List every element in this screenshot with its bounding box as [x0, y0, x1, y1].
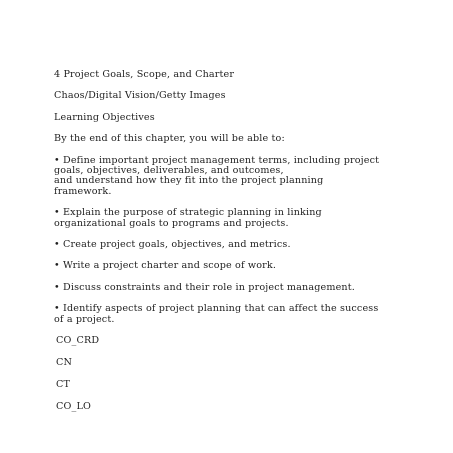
objective-line: and understand how they fit into the project planning [54, 175, 324, 187]
objective-line: • Create project goals, objectives, and metrics. [54, 239, 291, 251]
objective-line: of a project. [54, 313, 115, 325]
code-tag: CT [56, 378, 71, 390]
document-page [54, 70, 402, 424]
objective-item [54, 240, 402, 250]
objective-item [54, 156, 402, 198]
code-tag: CO_LO [56, 400, 91, 412]
objective-line: • Explain the purpose of strategic planning in linking [54, 207, 322, 219]
image-credit: Chaos/Digital Vision/Getty Images [54, 90, 226, 102]
objective-item [54, 261, 402, 271]
objective-line: • Discuss constraints and their role in project management. [54, 281, 355, 293]
objective-item [54, 304, 402, 325]
chapter-title: 4 Project Goals, Scope, and Charter [54, 69, 235, 80]
objective-item [54, 208, 402, 229]
code-tag: CN [56, 357, 73, 368]
section-heading: Learning Objectives [54, 111, 155, 123]
objective-line: • Identify aspects of project planning that can affect the success [54, 303, 379, 315]
objective-line: organizational goals to programs and projects. [54, 217, 289, 229]
objective-item [54, 283, 402, 293]
objective-line: • Write a project charter and scope of work. [54, 260, 277, 272]
code-tag: CO_CRD [56, 335, 100, 347]
objective-line: • Define important project management terms, including project [54, 154, 380, 166]
intro-text: By the end of this chapter, you will be able to: [54, 133, 285, 145]
objective-line: framework. [54, 185, 112, 197]
objective-line: goals, objectives, deliverables, and outcomes, [54, 165, 284, 177]
